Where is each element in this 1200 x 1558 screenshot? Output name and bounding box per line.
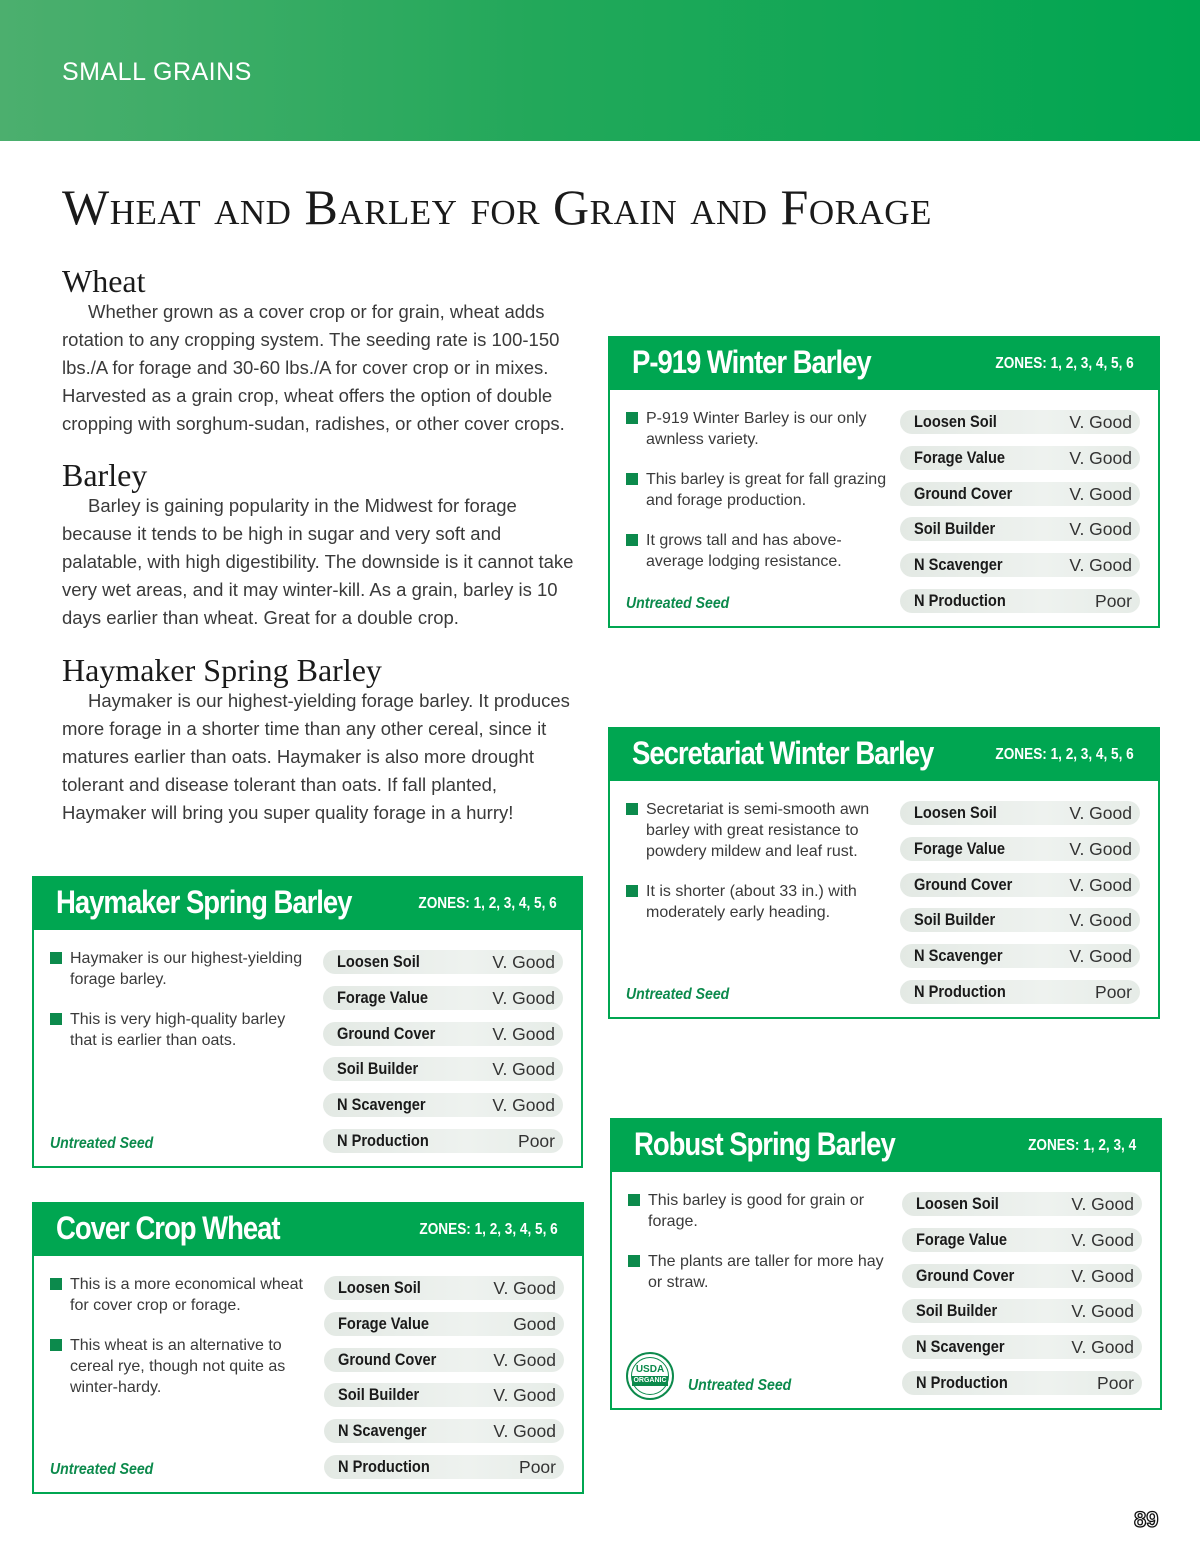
rating-row: Soil Builder V. Good bbox=[900, 517, 1140, 541]
page-number: 89 bbox=[1134, 1507, 1159, 1532]
rating-row: N Scavenger V. Good bbox=[900, 553, 1140, 577]
product-card-cover-crop-wheat bbox=[32, 1202, 584, 1494]
bullet-item: P-919 Winter Barley is our only awnless variety. bbox=[626, 408, 888, 450]
rating-row: Soil Builder V. Good bbox=[324, 1383, 564, 1407]
rating-row: N Production Poor bbox=[900, 589, 1140, 613]
product-card-robust bbox=[610, 1118, 1162, 1410]
section-banner bbox=[0, 0, 1200, 141]
rating-row: N Production Poor bbox=[902, 1371, 1142, 1395]
seed-note: Untreated Seed bbox=[626, 986, 730, 1003]
card-header bbox=[610, 729, 1158, 781]
card-bullets bbox=[628, 1190, 890, 1312]
rating-row: Forage Value V. Good bbox=[900, 837, 1140, 861]
card-zones: ZONES: 1, 2, 3, 4, 5, 6 bbox=[995, 746, 1134, 763]
rating-row: N Scavenger V. Good bbox=[900, 944, 1140, 968]
bullet-square-icon bbox=[50, 1339, 62, 1351]
bullet-square-icon bbox=[626, 803, 638, 815]
seed-note: Untreated Seed bbox=[688, 1377, 792, 1394]
product-card-p919 bbox=[608, 336, 1160, 628]
card-zones: ZONES: 1, 2, 3, 4, 5, 6 bbox=[418, 895, 557, 912]
card-header bbox=[34, 1204, 582, 1256]
article-body: Whether grown as a cover crop or for grain, wheat adds rotation to any cropping system. The seeding rate is 100-150 lbs./A for forage and 30-60 lbs./A for cover crop or in mixes. Harvested as a grain crop, wheat offers the option of double cropping with sorghum-sudan, radishes, or other cover crops. bbox=[62, 301, 565, 434]
bullet-item: This wheat is an alternative to cereal rye, though not quite as winter-hardy. bbox=[50, 1335, 312, 1398]
rating-row: N Scavenger V. Good bbox=[902, 1335, 1142, 1359]
rating-row: N Scavenger V. Good bbox=[323, 1093, 563, 1117]
rating-row: Ground Cover V. Good bbox=[323, 1022, 563, 1046]
bullet-item: This is a more economical wheat for cover crop or forage. bbox=[50, 1274, 312, 1316]
bullet-item: It is shorter (about 33 in.) with moderately early heading. bbox=[626, 881, 888, 923]
rating-row: Soil Builder V. Good bbox=[900, 908, 1140, 932]
bullet-square-icon bbox=[626, 534, 638, 546]
article-body: Barley is gaining popularity in the Midwest for forage because it tends to be high in sugar and very soft and palatable, with high digestibility. The downside is it cannot take very wet areas, and it may winter-kill. As a grain, barley is 10 days earlier than wheat. Great for a double crop. bbox=[62, 495, 574, 628]
rating-row: Forage Value V. Good bbox=[900, 446, 1140, 470]
card-title: Secretariat Winter Barley bbox=[632, 735, 934, 771]
rating-row: Loosen Soil V. Good bbox=[323, 950, 563, 974]
rating-row: N Production Poor bbox=[324, 1455, 564, 1479]
bullet-item: This barley is great for fall grazing and forage production. bbox=[626, 469, 888, 511]
card-bullets bbox=[50, 948, 312, 1070]
product-card-secretariat bbox=[608, 727, 1160, 1019]
card-title: Robust Spring Barley bbox=[634, 1126, 895, 1162]
article-wheat bbox=[62, 264, 577, 438]
bullet-item: This barley is good for grain or forage. bbox=[628, 1190, 890, 1232]
rating-row: Ground Cover V. Good bbox=[900, 482, 1140, 506]
rating-row: Loosen Soil V. Good bbox=[900, 801, 1140, 825]
article-heading: Wheat bbox=[62, 263, 146, 299]
bullet-square-icon bbox=[50, 952, 62, 964]
bullet-item: This is very high-quality barley that is earlier than oats. bbox=[50, 1009, 312, 1051]
rating-row: Forage Value Good bbox=[324, 1312, 564, 1336]
bullet-item: Secretariat is semi-smooth awn barley with great resistance to powdery mildew and leaf rust. bbox=[626, 799, 888, 862]
ratings-list bbox=[324, 1276, 564, 1491]
rating-row: N Production Poor bbox=[900, 980, 1140, 1004]
bullet-square-icon bbox=[50, 1278, 62, 1290]
rating-row: Soil Builder V. Good bbox=[902, 1299, 1142, 1323]
seed-note: Untreated Seed bbox=[50, 1461, 154, 1478]
ratings-list bbox=[323, 950, 563, 1165]
rating-row: Loosen Soil V. Good bbox=[900, 410, 1140, 434]
article-body: Haymaker is our highest-yielding forage barley. It produces more forage in a shorter time than any other cereal, since it matures earlier than oats. Haymaker is also more drought tolerant and disease tolerant than oats. If fall planted, Haymaker will bring you super quality forage in a hurry! bbox=[62, 690, 570, 823]
article-haymaker bbox=[62, 653, 577, 827]
rating-row: Forage Value V. Good bbox=[323, 986, 563, 1010]
bullet-square-icon bbox=[628, 1255, 640, 1267]
bullet-square-icon bbox=[626, 412, 638, 424]
rating-row: Forage Value V. Good bbox=[902, 1228, 1142, 1252]
section-label: SMALL GRAINS bbox=[62, 58, 252, 86]
rating-row: Loosen Soil V. Good bbox=[902, 1192, 1142, 1216]
ratings-list bbox=[902, 1192, 1142, 1407]
page-title: Wheat and Barley for Grain and Forage bbox=[62, 179, 932, 235]
product-card-haymaker bbox=[32, 876, 583, 1168]
rating-row: Soil Builder V. Good bbox=[323, 1057, 563, 1081]
card-title: Cover Crop Wheat bbox=[56, 1210, 280, 1246]
card-bullets bbox=[626, 408, 888, 591]
seed-note: Untreated Seed bbox=[626, 595, 730, 612]
usda-organic-seal-icon: USDA ORGANIC bbox=[626, 1352, 674, 1400]
article-heading: Barley bbox=[62, 457, 148, 493]
bullet-item: Haymaker is our highest-yielding forage barley. bbox=[50, 948, 312, 990]
bullet-square-icon bbox=[50, 1013, 62, 1025]
ratings-list bbox=[900, 410, 1140, 625]
card-header bbox=[612, 1120, 1160, 1172]
bullet-item: It grows tall and has above-average lodging resistance. bbox=[626, 530, 888, 572]
card-header bbox=[610, 338, 1158, 390]
card-title: Haymaker Spring Barley bbox=[56, 884, 352, 920]
rating-row: N Production Poor bbox=[323, 1129, 563, 1153]
rating-row: Ground Cover V. Good bbox=[900, 873, 1140, 897]
rating-row: Ground Cover V. Good bbox=[324, 1348, 564, 1372]
card-header bbox=[34, 878, 581, 930]
seed-note: Untreated Seed bbox=[50, 1135, 154, 1152]
card-zones: ZONES: 1, 2, 3, 4, 5, 6 bbox=[419, 1221, 558, 1238]
article-barley bbox=[62, 458, 577, 632]
card-title: P-919 Winter Barley bbox=[632, 344, 871, 380]
card-zones: ZONES: 1, 2, 3, 4, 5, 6 bbox=[995, 355, 1134, 372]
card-bullets bbox=[626, 799, 888, 942]
card-zones: ZONES: 1, 2, 3, 4 bbox=[1027, 1137, 1136, 1154]
rating-row: N Scavenger V. Good bbox=[324, 1419, 564, 1443]
bullet-item: The plants are taller for more hay or straw. bbox=[628, 1251, 890, 1293]
bullet-square-icon bbox=[626, 885, 638, 897]
ratings-list bbox=[900, 801, 1140, 1016]
card-bullets bbox=[50, 1274, 312, 1417]
bullet-square-icon bbox=[626, 473, 638, 485]
rating-row: Ground Cover V. Good bbox=[902, 1264, 1142, 1288]
bullet-square-icon bbox=[628, 1194, 640, 1206]
rating-row: Loosen Soil V. Good bbox=[324, 1276, 564, 1300]
article-heading: Haymaker Spring Barley bbox=[62, 652, 382, 688]
